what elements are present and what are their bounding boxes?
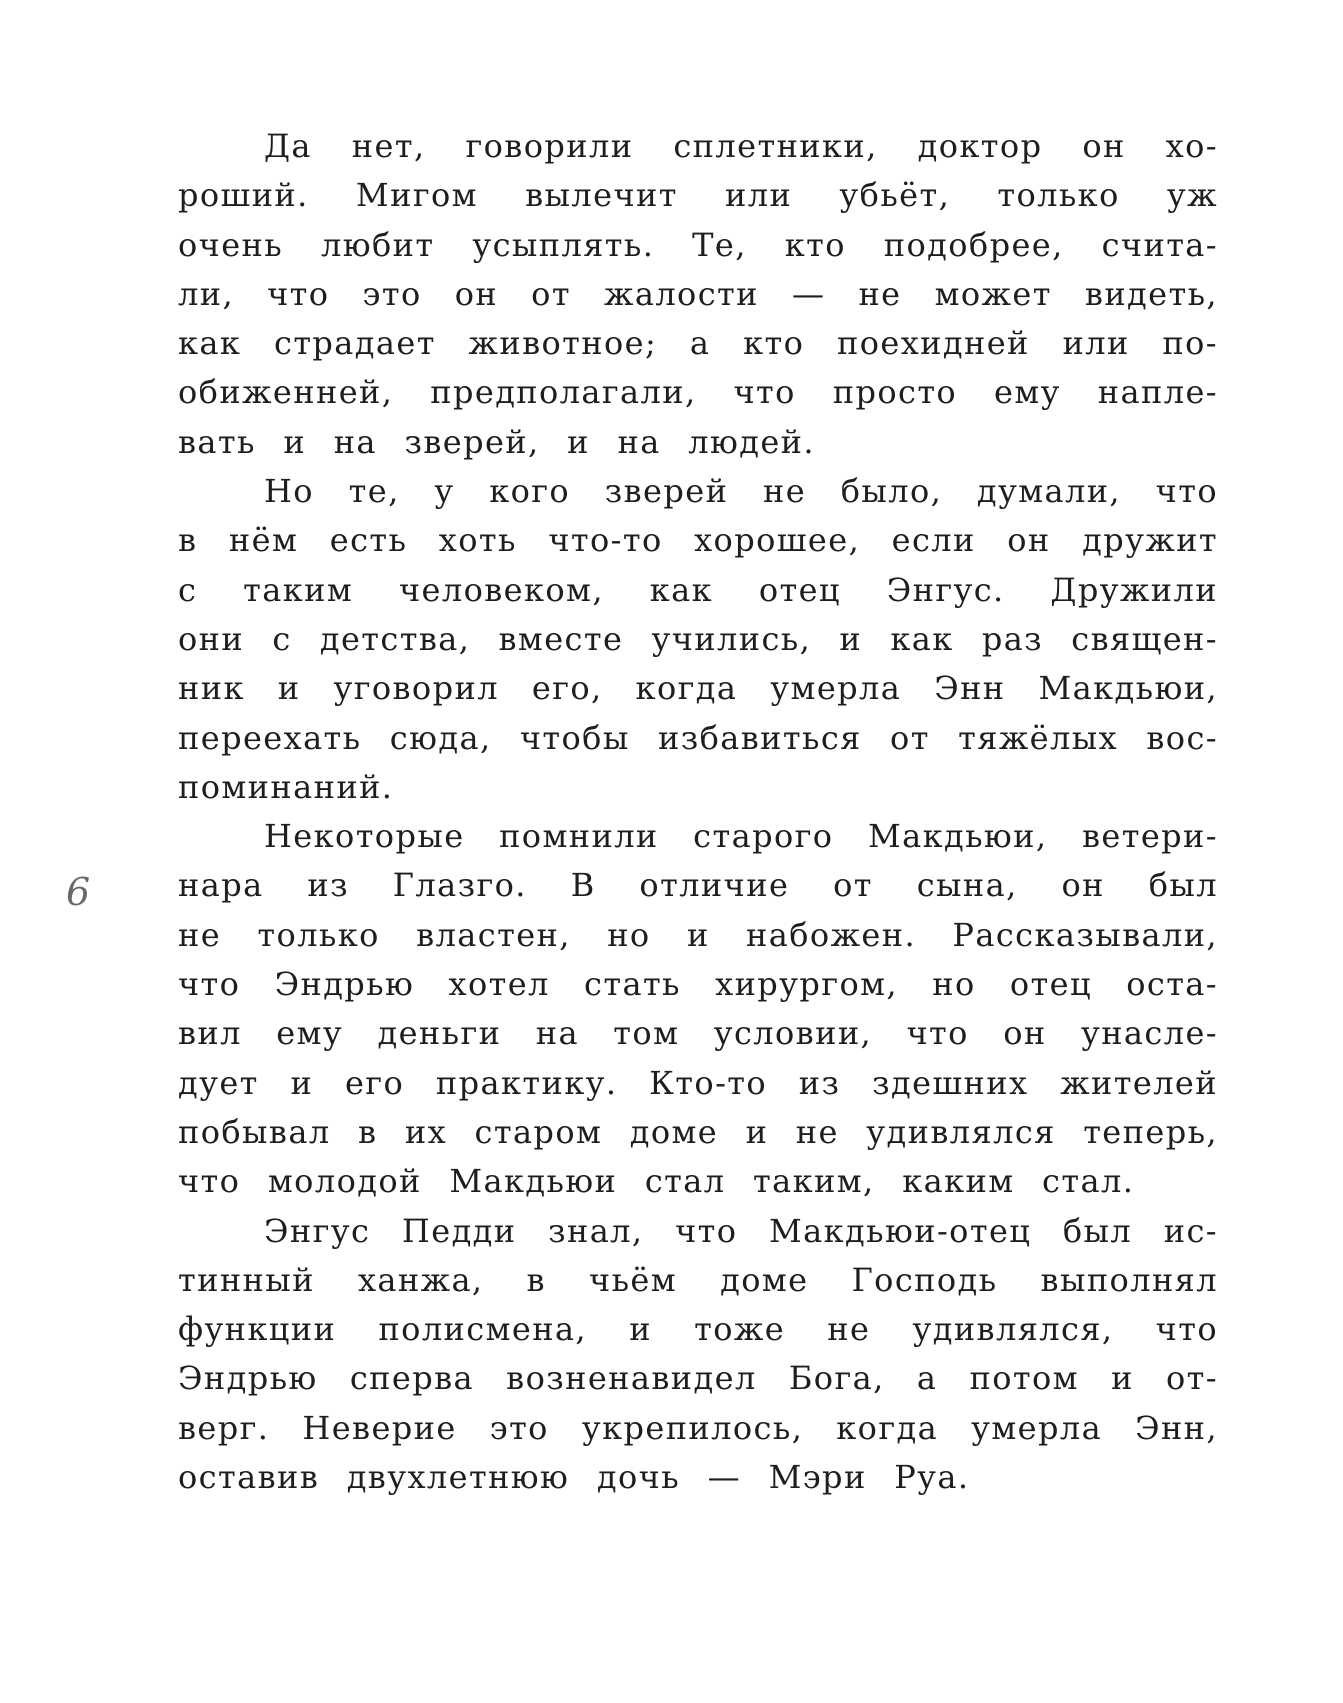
- text-line: что молодой Макдьюи стал таким, каким стал.: [178, 1162, 1135, 1201]
- text-line: побывал в их старом доме и не удивлялся теперь,: [178, 1112, 1218, 1151]
- text-line: они с детства, вместе учились, и как раз священ-: [178, 619, 1218, 658]
- text-line: дует и его практику. Кто-то из здешних жителей: [178, 1063, 1218, 1102]
- text-line: ли, что это он от жалости — не может видеть,: [178, 274, 1218, 313]
- paragraph-4: [178, 1207, 1218, 1503]
- text-line: очень любит усыплять. Те, кто подобрее, счита-: [178, 225, 1218, 264]
- text-line: оставив двухлетнюю дочь — Мэри Руа.: [178, 1458, 970, 1497]
- text-line: верг. Неверие это укрепилось, когда умерла Энн,: [178, 1408, 1218, 1447]
- paragraph-2: [178, 467, 1218, 812]
- text-line: вил ему деньги на том условии, что он унасле-: [178, 1014, 1218, 1053]
- text-line: ник и уговорил его, когда умерла Энн Макдьюи,: [178, 669, 1218, 708]
- text-line: переехать сюда, чтобы избавиться от тяжёлых вос-: [178, 718, 1218, 757]
- body-text: [178, 122, 1218, 1502]
- text-line: обиженней, предполагали, что просто ему напле-: [178, 373, 1218, 412]
- text-line: Энгус Педди знал, что Макдьюи-отец был ис-: [264, 1211, 1218, 1250]
- paragraph-3: [178, 812, 1218, 1206]
- text-line: не только властен, но и набожен. Рассказывали,: [178, 915, 1218, 954]
- text-line: Да нет, говорили сплетники, доктор он хо-: [264, 127, 1218, 165]
- text-line: в нём есть хоть что-то хорошее, если он дружит: [178, 521, 1218, 560]
- text-line: нара из Глазго. В отличие от сына, он был: [178, 866, 1218, 905]
- text-line: вать и на зверей, и на людей.: [178, 422, 815, 461]
- text-line: тинный ханжа, в чьём доме Господь выполнял: [178, 1260, 1218, 1299]
- text-line: роший. Мигом вылечит или убьёт, только уж: [178, 176, 1218, 215]
- text-line: Но те, у кого зверей не было, думали, что: [264, 472, 1218, 511]
- paragraph-1: [178, 122, 1218, 467]
- text-line: Некоторые помнили старого Макдьюи, ветери-: [264, 817, 1218, 856]
- text-line: как страдает животное; а кто поехидней или по-: [178, 324, 1218, 363]
- text-line: функции полисмена, и тоже не удивлялся, что: [178, 1310, 1218, 1349]
- page-number: 6: [66, 870, 91, 914]
- text-line: Эндрью сперва возненавидел Бога, а потом и от-: [178, 1359, 1218, 1398]
- text-line: с таким человеком, как отец Энгус. Дружили: [178, 570, 1218, 609]
- text-line: поминаний.: [178, 767, 394, 806]
- text-line: что Эндрью хотел стать хирургом, но отец оста-: [178, 965, 1218, 1004]
